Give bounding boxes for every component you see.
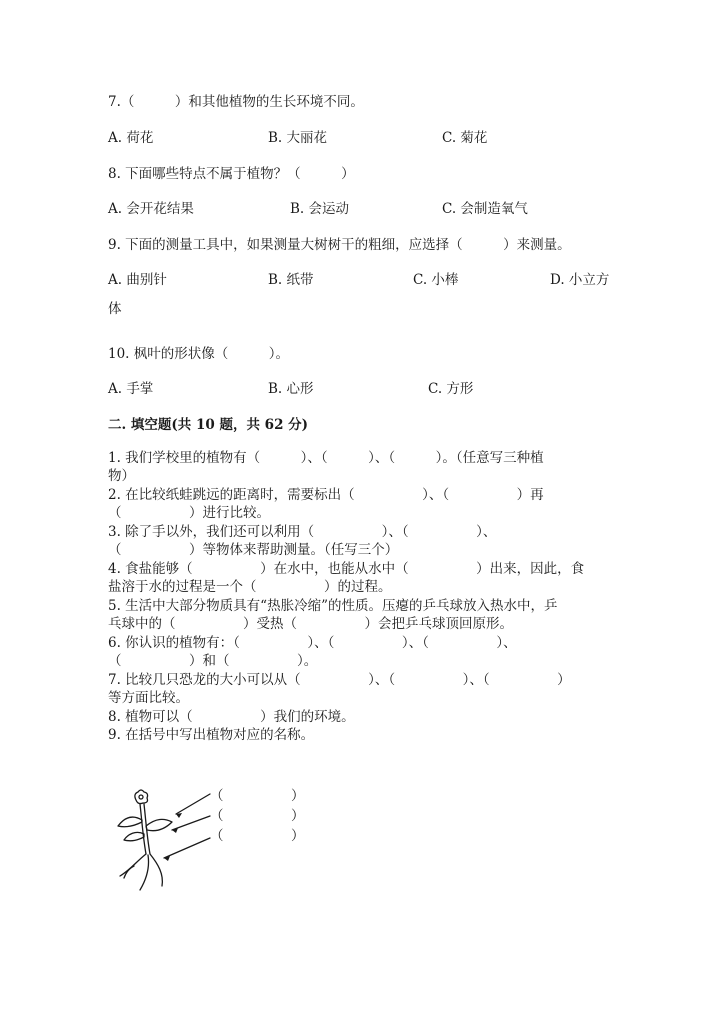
question-7-option-b: B. 大丽花 [268, 130, 328, 146]
root-icon [120, 854, 146, 876]
question-7-option-c: C. 菊花 [442, 130, 488, 146]
question-9-option-c: C. 小棒 [413, 272, 459, 288]
question-7-option-a: A. 荷花 [108, 130, 154, 146]
question-10-option-a: A. 手掌 [108, 381, 154, 397]
fill-line: 2. 在比较纸蛙跳远的距离时，需要标出（ ）、（ ）再 [108, 487, 544, 503]
fill-line: 6. 你认识的植物有：（ ）、（ ）、（ ）、 [108, 635, 517, 651]
question-8-option-a: A. 会开花结果 [108, 201, 194, 217]
fill-line: （ ）等物体来帮助测量。（任写三个） [108, 542, 399, 558]
question-9-option-b: B. 纸带 [268, 272, 314, 288]
fill-line: 9. 在括号中写出植物对应的名称。 [108, 727, 315, 743]
fill-line: （ ）和（ ）。 [108, 653, 318, 669]
question-8-option-b: B. 会运动 [290, 201, 350, 217]
fill-line: 3. 除了手以外，我们还可以利用（ ）、（ ）、 [108, 524, 497, 540]
fill-line: 物） [108, 468, 135, 484]
fill-line: 7. 比较几只恐龙的大小可以从（ ）、（ ）、（ ） [108, 672, 571, 688]
fill-line: 盐溶于水的过程是一个（ ）的过程。 [108, 579, 392, 595]
flower-icon [135, 790, 148, 804]
fill-line: 乓球中的（ ）受热（ ）会把乒乓球顶回原形。 [108, 616, 513, 632]
question-10-stem: 10. 枫叶的形状像（ ）。 [108, 346, 290, 362]
fill-line: 5. 生活中大部分物质具有“热胀冷缩”的性质。压瘪的乒乓球放入热水中，乒 [108, 598, 558, 614]
fill-line: 1. 我们学校里的植物有（ ）、（ ）、（ ）。（任意写三种植 [108, 450, 544, 466]
question-9-option-d-wrap: 体 [108, 301, 122, 317]
figure-label-flower: （ ） [210, 788, 305, 804]
fill-line: 4. 食盐能够（ ）在水中，也能从水中（ ）出来，因此，食 [108, 561, 585, 577]
section-2-title: 二. 填空题(共 10 题，共 62 分) [108, 417, 309, 433]
question-8-option-c: C. 会制造氧气 [442, 201, 528, 217]
arrow-flower [176, 794, 210, 814]
question-10-option-c: C. 方形 [428, 381, 474, 397]
question-8-stem: 8. 下面哪些特点不属于植物？（ ） [108, 166, 355, 182]
figure-label-leaf: （ ） [210, 808, 305, 824]
arrow-root [164, 838, 210, 858]
fill-line: 8. 植物可以（ ）我们的环境。 [108, 709, 355, 725]
fill-line: （ ）进行比较。 [108, 505, 270, 521]
question-9-stem: 9. 下面的测量工具中，如果测量大树树干的粗细，应选择（ ）来测量。 [108, 237, 571, 253]
question-10-option-b: B. 心形 [268, 381, 314, 397]
arrow-leaf [172, 816, 210, 830]
question-7-stem: 7.（ ）和其他植物的生长环境不同。 [108, 94, 364, 110]
fill-line: 等方面比较。 [108, 690, 189, 706]
leaf-icon [118, 817, 142, 827]
figure-label-root: （ ） [210, 828, 305, 844]
question-9-option-d: D. 小立方 [550, 272, 610, 288]
question-9-option-a: A. 曲别针 [108, 272, 167, 288]
